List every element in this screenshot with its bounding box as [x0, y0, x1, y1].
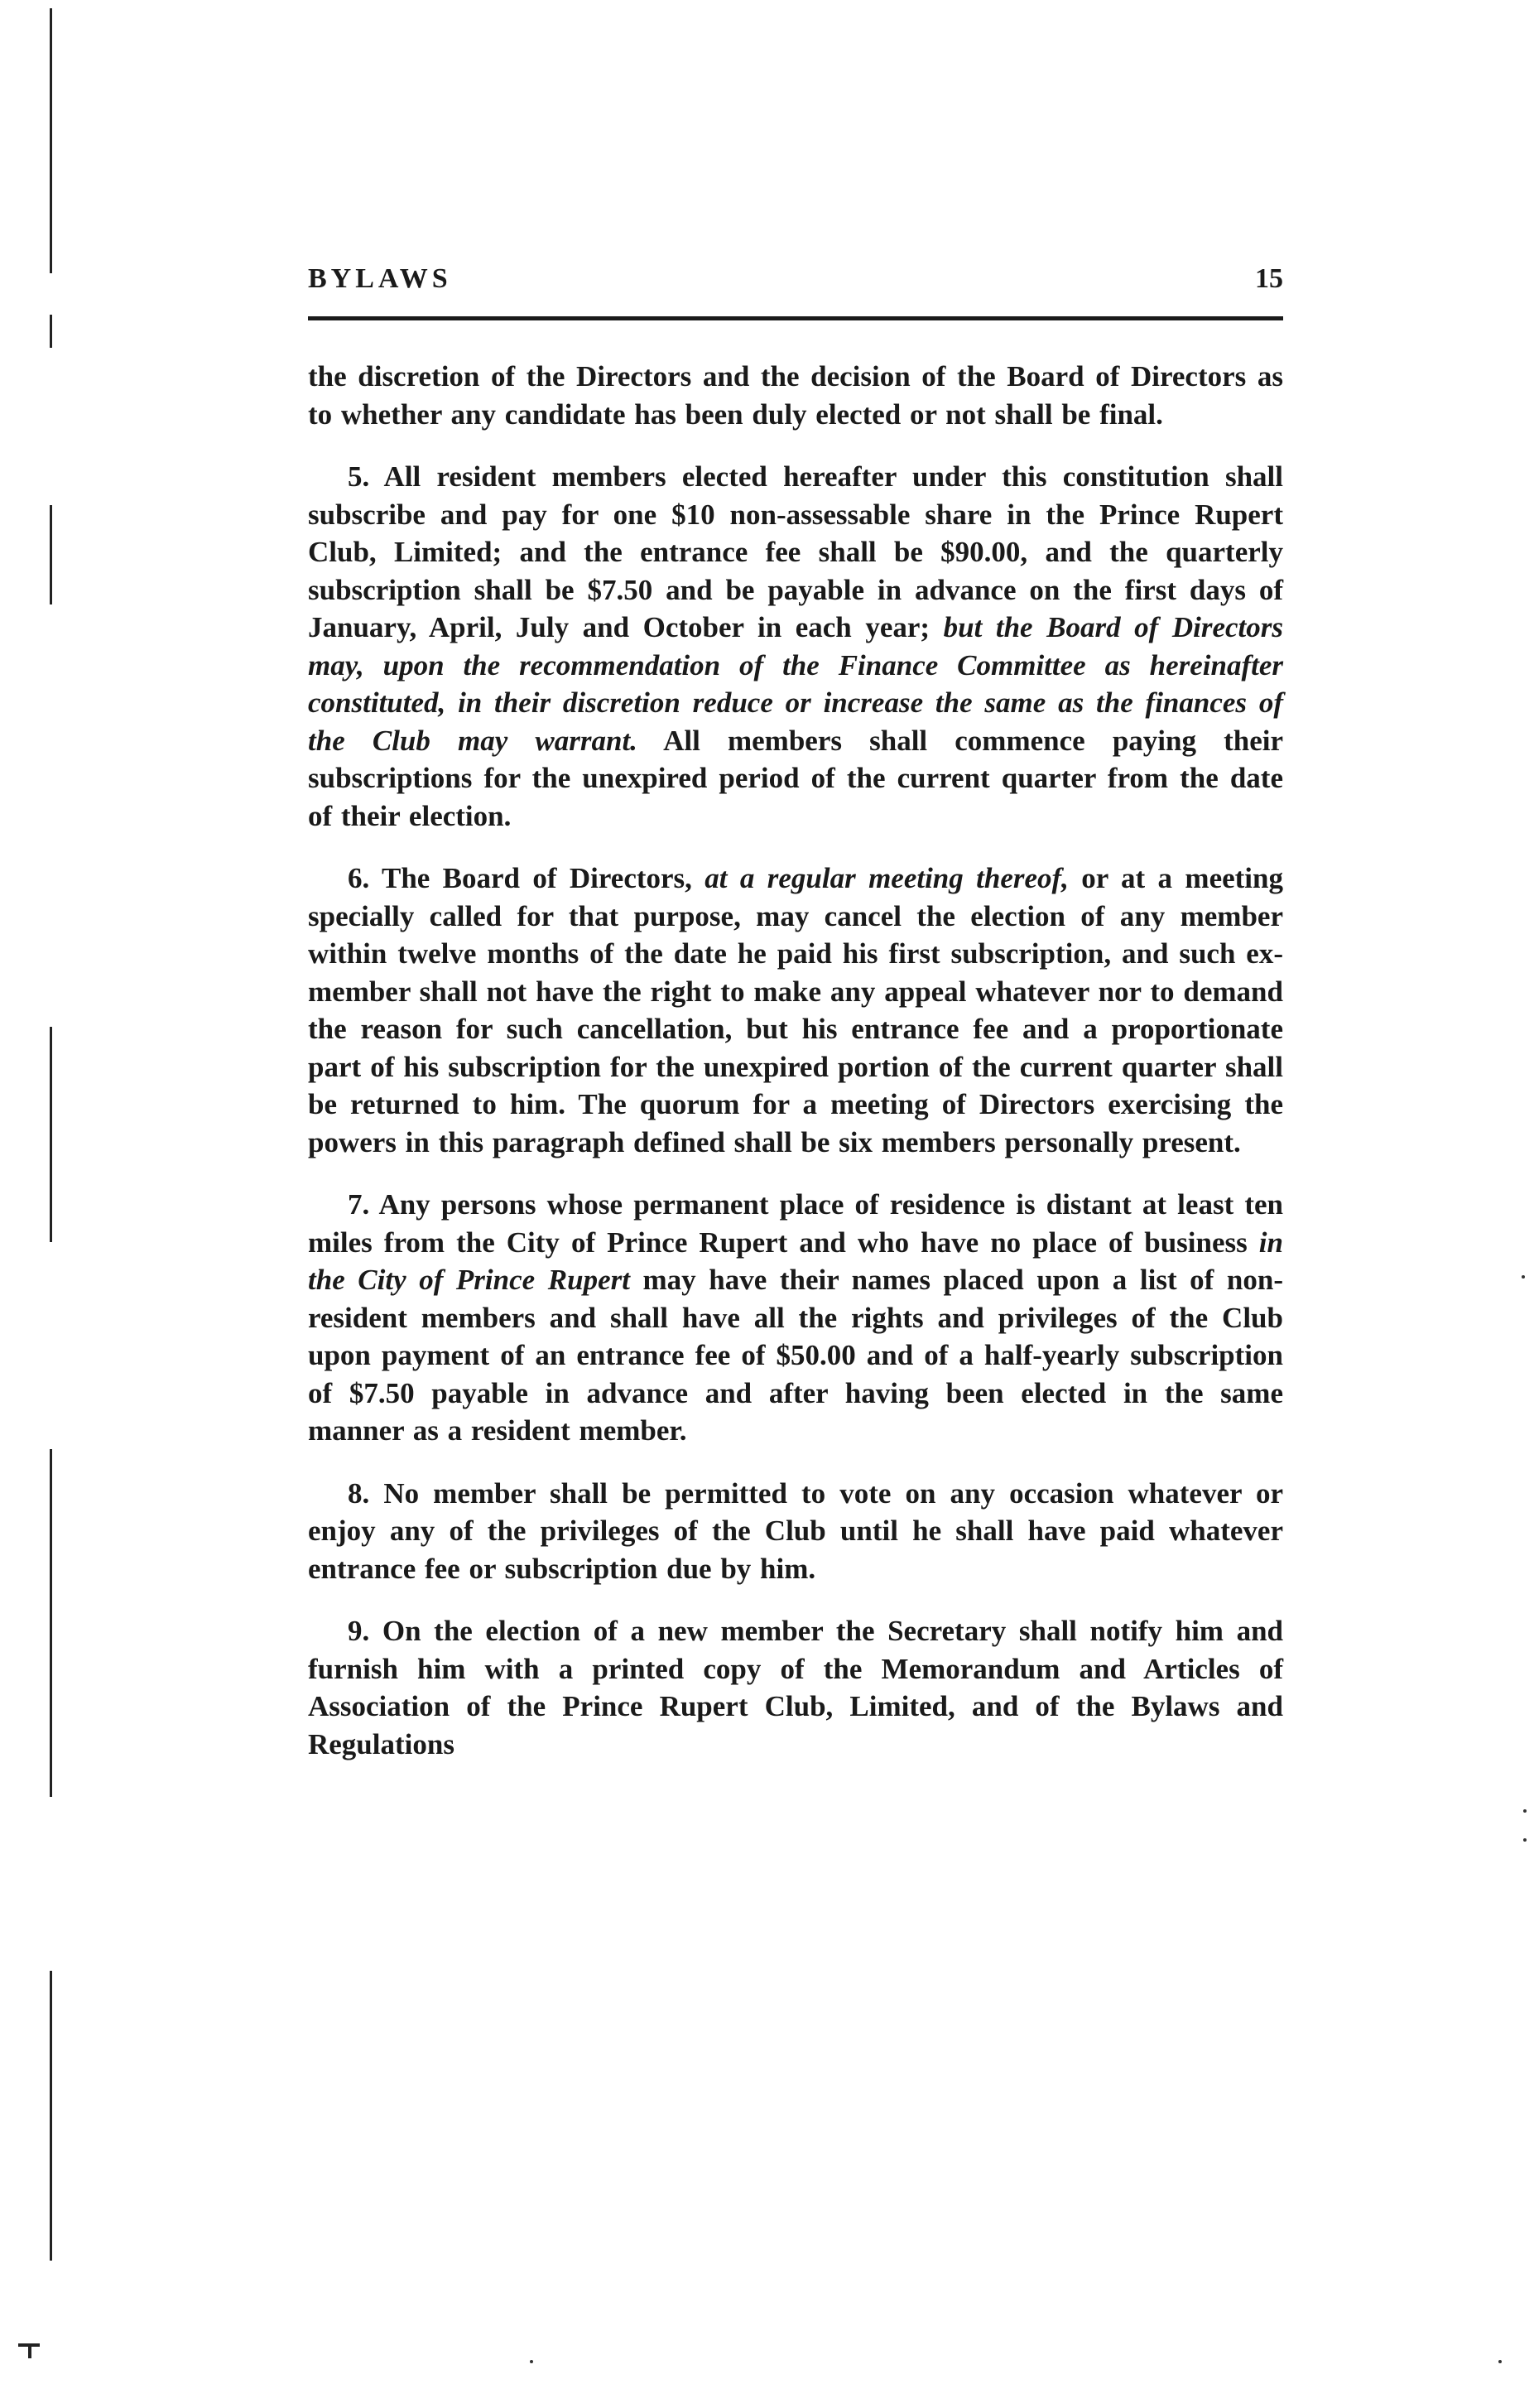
paragraph-continuation [308, 358, 1283, 433]
paragraph-text: 5. All resident members elected hereafter under this constitution shall subscribe and pay for one $10 non-assessable share in the Prince Rupert Club, Limited; and the entrance fee shall be $90.00, and the quarterly subscription shall be $7.50 and be payable in advance on the first days of January, April, July and October in each year; [308, 460, 1283, 643]
scan-edge-mark [50, 1027, 52, 1242]
paragraph-text: 8. No member shall be permitted to vote on any occasion whatever or enjoy any of the privileges of the Club until he shall have paid whatever entrance fee or subscription due by him. [308, 1476, 1283, 1585]
paragraph-italic-text: at a regular meeting thereof, [704, 862, 1069, 894]
scan-edge-mark [50, 1449, 52, 1797]
paragraph-text: 6. The Board of Directors, [348, 862, 705, 894]
paragraph-6 [308, 860, 1283, 1161]
paragraph-italic-text: in the City of Prince Rupert [308, 1226, 1283, 1296]
scan-edge-mark [28, 2343, 31, 2358]
paragraph-8 [308, 1475, 1283, 1588]
header-rule [308, 316, 1283, 320]
scan-speck [1498, 2360, 1502, 2363]
page-number: 15 [1255, 263, 1283, 294]
scan-edge-mark [50, 505, 52, 604]
paragraph-text: 7. Any persons whose permanent place of residence is distant at least ten miles from the City of Prince Rupert and who have no place of business [308, 1188, 1283, 1259]
scan-speck [1523, 1838, 1527, 1842]
paragraph-text: All members shall commence paying their subscriptions for the unexpired period of the current quarter from the date of their election. [308, 724, 1284, 832]
scan-speck [530, 2360, 533, 2363]
scan-speck [1523, 1809, 1527, 1813]
paragraph-text: the discretion of the Directors and the decision of the Board of Directors as to whether any candidate has been duly elected or not shall be final. [308, 360, 1283, 431]
paragraph-text: or at a meeting specially called for that purpose, may cancel the election of any member within twelve months of the date he paid his first subscription, and such ex-member shall not have the right to make any appeal whatever nor to demand the reason for such cancellation, but his entrance fee and a proportionate part of his subscription for the unexpired portion of the current quarter shall be returned to him. The quorum for a meeting of Directors exercising the powers in this paragraph defined shall be six members personally present. [308, 862, 1283, 1158]
scan-edge-mark [50, 8, 52, 273]
paragraph-5 [308, 458, 1283, 835]
page-header [308, 248, 1283, 315]
paragraph-text: may have their names placed upon a list of non-resident members and shall have all the rights and privileges of the Club upon payment of an entrance fee of $50.00 and of a half-yearly subscription of $7.50 payable in advance and after having been elected in the same manner as a resident member. [308, 1264, 1283, 1447]
scan-speck [1522, 1275, 1525, 1279]
body-text [308, 358, 1283, 1788]
paragraph-9 [308, 1612, 1283, 1763]
running-head: BYLAWS [308, 263, 452, 294]
paragraph-text: 9. On the election of a new member the Secretary shall notify him and furnish him with a printed copy of the Memorandum and Articles of Association of the Prince Rupert Club, Limited, and of the Bylaws and Regulations [308, 1615, 1283, 1760]
scan-edge-mark [50, 1971, 52, 2261]
scan-edge-mark [50, 315, 52, 348]
paragraph-7 [308, 1186, 1283, 1450]
paragraph-italic-text: but the Board of Directors may, upon the recommendation of the Finance Committee as hereinafter constituted, in their discretion reduce or increase the same as the finances of the Club may warrant. [308, 611, 1283, 757]
